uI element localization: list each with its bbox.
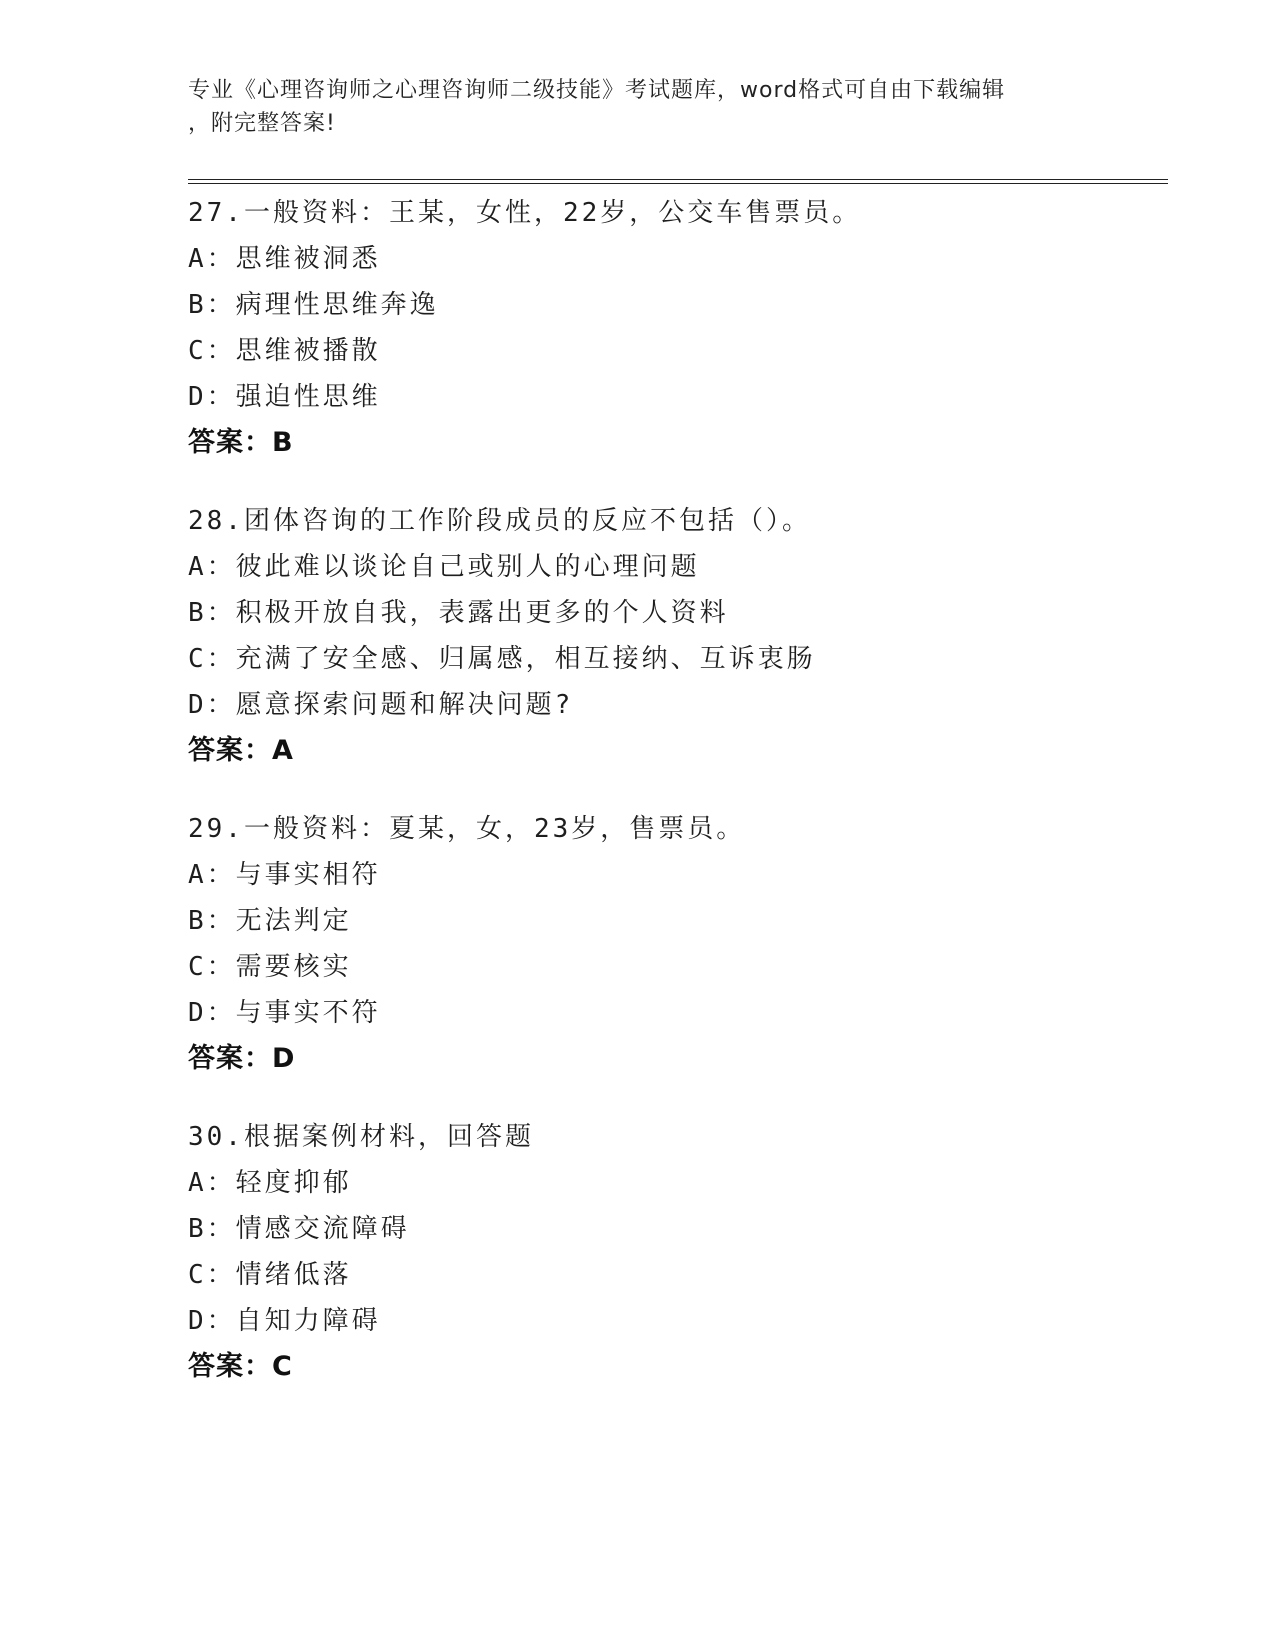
question-28	[188, 498, 1188, 774]
question-27	[188, 190, 1188, 466]
option-d: D：愿意探索问题和解决问题?	[188, 690, 574, 720]
option-d: D：与事实不符	[188, 998, 381, 1028]
answer-line: 答案：C	[188, 1351, 293, 1382]
document-header	[188, 74, 1068, 140]
question-29	[188, 806, 1188, 1082]
question-30	[188, 1114, 1188, 1390]
option-b: B：积极开放自我，表露出更多的个人资料	[188, 598, 729, 628]
option-b: B：情感交流障碍	[188, 1214, 410, 1244]
option-c: C：情绪低落	[188, 1260, 352, 1290]
option-b: B：病理性思维奔逸	[188, 290, 439, 320]
option-d: D：自知力障碍	[188, 1306, 381, 1336]
question-list	[188, 190, 1188, 1422]
option-b: B：无法判定	[188, 906, 352, 936]
option-a: A：轻度抑郁	[188, 1168, 352, 1198]
option-d: D：强迫性思维	[188, 382, 381, 412]
option-a: A：与事实相符	[188, 860, 381, 890]
answer-line: 答案：B	[188, 427, 294, 458]
question-stem: 28.团体咨询的工作阶段成员的反应不包括（）。	[188, 506, 811, 536]
option-a: A：彼此难以谈论自己或别人的心理问题	[188, 552, 700, 582]
question-stem: 29.一般资料：夏某，女，23岁，售票员。	[188, 814, 746, 844]
question-stem: 30.根据案例材料，回答题	[188, 1122, 534, 1152]
answer-line: 答案：D	[188, 1043, 296, 1074]
header-divider-top	[188, 179, 1168, 180]
option-a: A：思维被洞悉	[188, 244, 381, 274]
header-line-2: ，附完整答案!	[188, 111, 336, 136]
option-c: C：需要核实	[188, 952, 352, 982]
option-c: C：充满了安全感、归属感，相互接纳、互诉衷肠	[188, 644, 816, 674]
option-c: C：思维被播散	[188, 336, 381, 366]
header-line-1: 专业《心理咨询师之心理咨询师二级技能》考试题库，word格式可自由下载编辑	[188, 78, 1006, 103]
header-divider-bottom	[188, 183, 1168, 184]
question-stem: 27.一般资料：王某，女性，22岁，公交车售票员。	[188, 198, 862, 228]
answer-line: 答案：A	[188, 735, 294, 766]
